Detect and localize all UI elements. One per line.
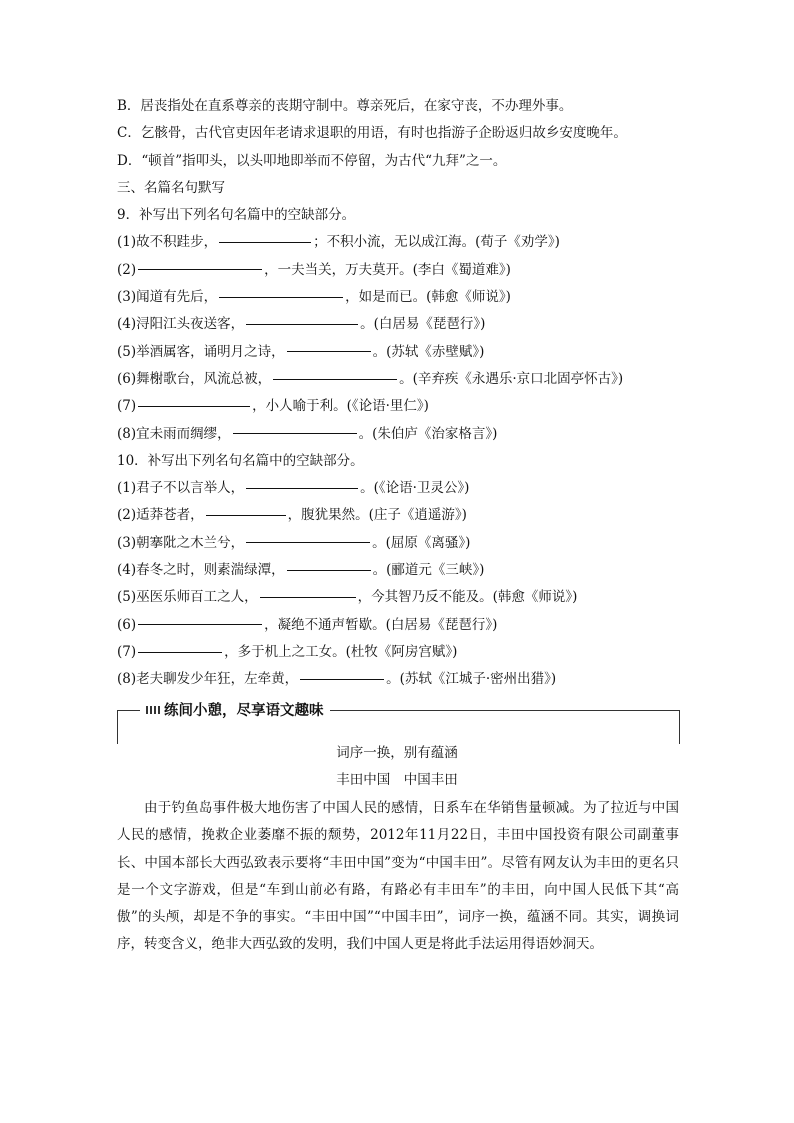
answer-blank[interactable] (260, 596, 356, 598)
text-line (117, 530, 677, 557)
line-text-after: ，多于机上之工女。(杜牧《阿房宫赋》) (224, 643, 458, 660)
answer-blank[interactable] (138, 268, 262, 270)
answer-blank[interactable] (138, 405, 250, 407)
text-line (117, 475, 677, 502)
line-text-after: ，凝绝不通声暂歇。(白居易《琵琶行》) (264, 616, 498, 633)
text-line (117, 120, 677, 147)
line-text: (7) (117, 643, 137, 660)
line-text: (2)适莽苍者， (117, 507, 204, 524)
line-text: (6) (117, 616, 137, 633)
line-text-after: ，今其智乃反不能及。(韩愈《师说》) (357, 589, 578, 606)
text-line (117, 639, 677, 666)
text-line (117, 175, 677, 202)
line-text: (4)浔阳江头夜送客， (117, 316, 245, 333)
answer-blank[interactable] (233, 432, 357, 434)
line-text-after: 。(苏轼《赤壁赋》) (372, 343, 485, 360)
section-box-title-text: 练间小憩，尽享语文趣味 (164, 703, 324, 719)
answer-blank[interactable] (138, 651, 222, 653)
answer-blank[interactable] (219, 296, 343, 298)
line-text-after: 。(辛弃疾《永遇乐·京口北固亭怀古》) (399, 370, 624, 387)
line-text-after: ，小人喻于利。(《论语·里仁》) (252, 398, 429, 415)
line-text: B．居丧指处在直系尊亲的丧期守制中。尊亲死后，在家守丧，不办理外事。 (117, 98, 573, 114)
text-line (117, 339, 677, 366)
text-line (117, 202, 677, 229)
section-box (117, 703, 680, 744)
line-text-after: ，如是而已。(韩愈《师说》) (345, 289, 511, 306)
line-text-after: 。(《论语·卫灵公》) (360, 480, 470, 497)
line-text: D．“顿首”指叩头，以头叩地即举而不停留，为古代“九拜”之一。 (117, 152, 507, 169)
line-text: (3)朝搴阰之木兰兮， (117, 534, 245, 551)
text-line (117, 502, 677, 529)
text-line (117, 448, 677, 475)
answer-blank[interactable] (287, 569, 371, 571)
line-text: (8)老夫聊发少年狂，左牵黄， (117, 671, 299, 688)
line-text-after: 。(白居易《琵琶行》) (360, 316, 486, 333)
answer-blank[interactable] (273, 378, 397, 380)
line-text: 10．补写出下列名句名篇中的空缺部分。 (117, 452, 364, 469)
line-text-after: 。(屈原《离骚》) (372, 534, 471, 551)
line-text: (3)闻道有先后， (117, 289, 218, 306)
line-text-after: 。(苏轼《江城子·密州出猎》) (386, 671, 557, 688)
line-text-after: ，一夫当关，万夫莫开。(李白《蜀道难》) (264, 261, 511, 278)
line-text-after: ；不积小流，无以成江海。(荀子《劝学》) (313, 234, 560, 251)
answer-blank[interactable] (138, 623, 262, 625)
text-line (117, 421, 677, 448)
text-line (117, 584, 677, 611)
article-subtitle: 丰田中国 中国丰田 (336, 772, 458, 788)
line-text: (1)故不积跬步， (117, 234, 218, 251)
line-text: (4)春冬之时，则素湍绿潭， (117, 562, 285, 579)
line-text: C．乞骸骨，古代官吏因年老请求退职的用语，有时也指游子企盼返归故乡安度晚年。 (117, 125, 627, 142)
text-line (117, 393, 677, 420)
text-line (117, 93, 677, 120)
text-line (117, 366, 677, 393)
section-box-title (140, 701, 330, 721)
line-text-after: ，腹犹果然。(庄子《逍遥游》) (287, 507, 467, 524)
article-paragraph: 由于钓鱼岛事件极大地伤害了中国人民的感情，日系车在华销售量顿减。为了拉近与中国人民的感情，挽救企业萎靡不振的颓势，2012年11月22日，丰田中国投资有限公司副董事长、中国本部长大西弘致表示要将“丰田中国”变为“中国丰田”。尽管有网友认为丰田的更名只是一个文字游戏，但是“车到山前必有路，有路必有丰田车”的丰田，向中国人民低下其“高傲”的头颅，却是不争的事实。“丰田中国”“中国丰田”，词序一换，蕴涵不同。其实，调换词序，转变含义，绝非大西弘致的发明，我们中国人更是将此手法运用得语妙洞天。 (117, 800, 679, 953)
line-text: (8)宜未雨而绸缪， (117, 425, 231, 442)
line-text: (5)举酒属客，诵明月之诗， (117, 343, 285, 360)
line-text: (5)巫医乐师百工之人， (117, 589, 258, 606)
text-line (117, 311, 677, 338)
line-text: 三、名篇名句默写 (117, 179, 225, 196)
decorative-marks-icon (146, 706, 160, 714)
text-line (117, 612, 677, 639)
article-title: 词序一换，别有蕴涵 (336, 745, 458, 761)
text-line (117, 284, 677, 311)
line-text-after: 。(朱伯庐《治家格言》) (358, 425, 498, 442)
answer-blank[interactable] (287, 350, 371, 352)
text-line (117, 666, 677, 693)
line-text-after: 。(郦道元《三峡》) (372, 562, 485, 579)
text-line (117, 557, 677, 584)
question-list (117, 93, 677, 694)
line-text: (2) (117, 261, 137, 278)
answer-blank[interactable] (219, 241, 311, 243)
line-text: 9．补写出下列名句名篇中的空缺部分。 (117, 207, 356, 224)
line-text: (7) (117, 398, 137, 415)
line-text: (1)君子不以言举人， (117, 480, 245, 497)
answer-blank[interactable] (246, 487, 358, 489)
answer-blank[interactable] (206, 514, 286, 516)
text-line (117, 257, 677, 284)
text-line (117, 229, 677, 256)
answer-blank[interactable] (246, 541, 370, 543)
answer-blank[interactable] (246, 323, 358, 325)
text-line (117, 148, 677, 175)
line-text: (6)舞榭歌台，风流总被， (117, 370, 272, 387)
answer-blank[interactable] (300, 678, 384, 680)
